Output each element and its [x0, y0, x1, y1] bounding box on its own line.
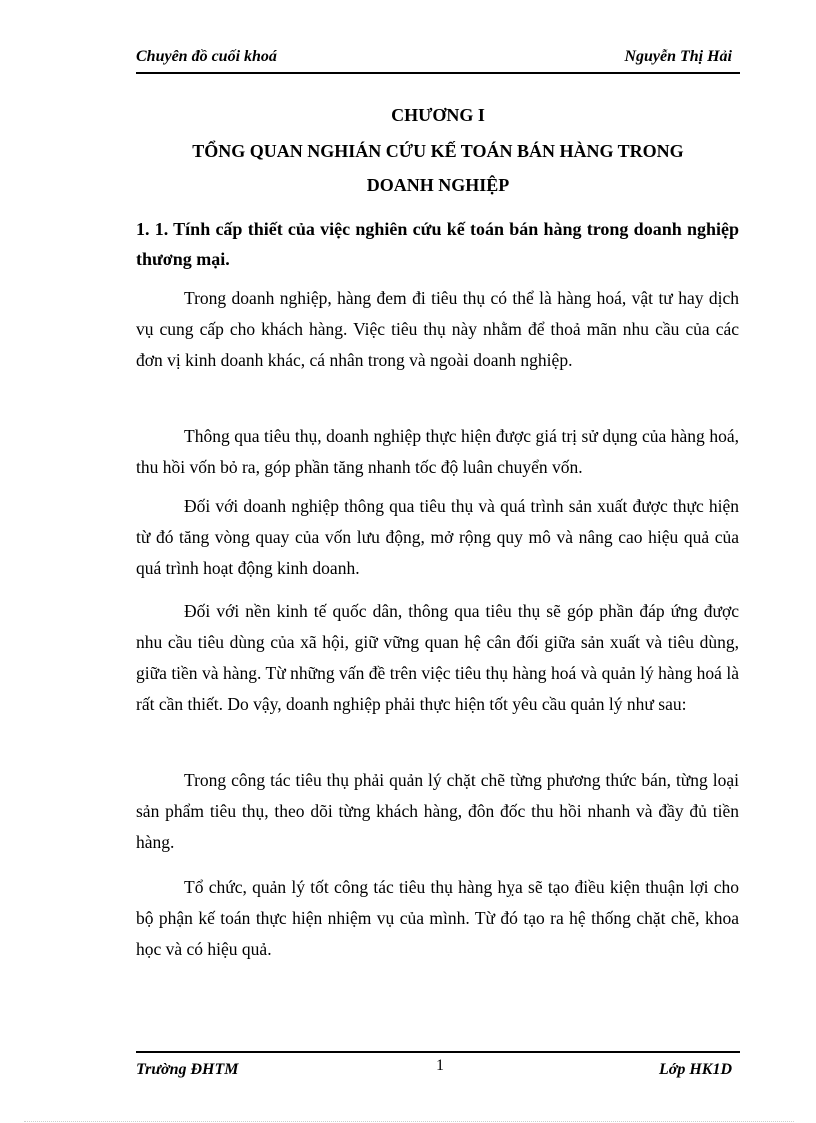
paragraph-5: Trong công tác tiêu thụ phải quản lý chặt chẽ từng phương thức bán, từng loại sản phẩm tiêu thụ, theo dõi từng khách hàng, đôn đốc thu hồi nhanh và đầy đủ tiền hàng. — [136, 770, 739, 852]
chapter-title-line2: DOANH NGHIỆP — [366, 175, 510, 195]
chapter-title-line1: TỔNG QUAN NGHIÁN CỨU KẾ TOÁN BÁN HÀNG TRONG — [192, 141, 684, 161]
page-footer — [136, 1051, 740, 1079]
header-document-type: Chuyên đồ cuối khoá — [136, 48, 277, 65]
header-author: Nguyễn Thị Hải — [624, 48, 732, 65]
page-number: 1 — [436, 1057, 444, 1074]
page-bottom-rule — [24, 1121, 794, 1122]
footer-school: Trường ĐHTM — [136, 1061, 239, 1078]
page-header — [136, 46, 740, 74]
section-heading: 1. 1. Tính cấp thiết của việc nghiên cứu kế toán bán hàng trong doanh nghiệp thương mại. — [136, 219, 739, 269]
paragraph-3: Đối với doanh nghiệp thông qua tiêu thụ và quá trình sản xuất được thực hiện từ đó tăng vòng quay của vốn lưu động, mở rộng quy mô và nâng cao hiệu quả của quá trình hoạt động kinh doanh. — [136, 496, 739, 578]
paragraph-6: Tổ chức, quản lý tốt công tác tiêu thụ hàng hỵa sẽ tạo điều kiện thuận lợi cho bộ phận kế toán thực hiện nhiệm vụ của mình. Từ đó tạo ra hệ thống chặt chẽ, khoa học và có hiệu quả. — [136, 877, 739, 959]
paragraph-1: Trong doanh nghiệp, hàng đem đi tiêu thụ có thể là hàng hoá, vật tư hay dịch vụ cung cấp cho khách hàng. Việc tiêu thụ này nhằm để thoả mãn nhu cầu của các đơn vị kinh doanh khác, cá nhân trong và ngoài doanh nghiệp. — [136, 288, 739, 370]
paragraph-2: Thông qua tiêu thụ, doanh nghiệp thực hiện được giá trị sử dụng của hàng hoá, thu hồi vốn bỏ ra, góp phần tăng nhanh tốc độ luân chuyển vốn. — [136, 426, 739, 477]
chapter-number: CHƯƠNG I — [391, 105, 485, 125]
footer-class: Lớp HK1D — [658, 1061, 732, 1078]
paragraph-4: Đối với nền kinh tế quốc dân, thông qua tiêu thụ sẽ góp phần đáp ứng được nhu cầu tiêu dùng của xã hội, giữ vững quan hệ cân đối giữa sản xuất và tiêu dùng, giữa tiền và hàng. Từ những vấn đề trên việc tiêu thụ hàng hoá và quản lý hàng hoá là rất cần thiết. Do vậy, doanh nghiệp phải thực hiện tốt yêu cầu quản lý như sau: — [136, 601, 739, 714]
